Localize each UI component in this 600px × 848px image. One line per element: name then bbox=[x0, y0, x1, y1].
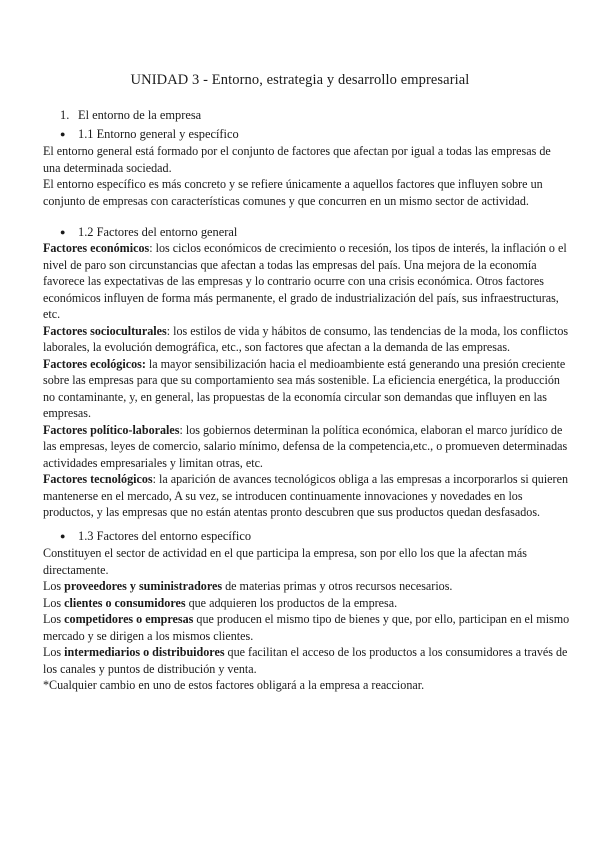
factor-term: Factores económicos bbox=[43, 241, 150, 255]
item-prefix: Los bbox=[43, 595, 65, 610]
item-text: que producen el mismo tipo de bienes y que, por ello, participan en el mismo mercado y se dirigen a los mismos clientes. bbox=[43, 612, 570, 643]
factor-paragraph bbox=[43, 323, 570, 356]
list-item bbox=[43, 644, 570, 677]
item-text: que adquieren los productos de la empresa. bbox=[185, 595, 398, 610]
factor-paragraph bbox=[43, 422, 570, 472]
factor-text: : los estilos de vida y hábitos de consumo, las tendencias de la moda, los conflictos laborales, la evolución demográfica, etc., son factores que afectan a la demanda de las empresas. bbox=[43, 323, 569, 354]
factor-paragraph bbox=[43, 356, 570, 422]
item-text: que facilitan el acceso de los productos a los consumidores a través de los canales y puntos de distribución y venta. bbox=[43, 645, 568, 676]
bullet-icon: ● bbox=[60, 227, 66, 237]
bullet-icon: ● bbox=[60, 531, 66, 541]
section-heading-1 bbox=[60, 108, 201, 123]
subsection-label: 1.3 Factores del entorno específico bbox=[78, 529, 252, 543]
note: *Cualquier cambio en uno de estos factores obligará a la empresa a reaccionar. bbox=[43, 678, 425, 692]
item-term: competidores o empresas bbox=[64, 612, 194, 626]
factor-text: : la aparición de avances tecnológicos obliga a las empresas a incorporarlos si quieren mantenerse en el mercado, A su vez, se introducen continuamente innovaciones y novedades en los productos, y las empresas que no están atentas pronto descubren que sus productos quedan desfasados. bbox=[43, 472, 568, 519]
subsection-heading-1-2 bbox=[60, 225, 237, 240]
factor-paragraph bbox=[43, 471, 570, 521]
item-term: proveedores y suministradores bbox=[64, 579, 223, 593]
factor-term: Factores socioculturales bbox=[43, 323, 167, 338]
item-term: clientes o consumidores bbox=[64, 595, 186, 610]
subsection-1-3-body bbox=[43, 545, 570, 694]
item-text: de materias primas y otros recursos necesarios. bbox=[222, 579, 453, 593]
section-label: El entorno de la empresa bbox=[78, 108, 202, 122]
subsection-1-2-body bbox=[43, 240, 570, 521]
factor-text: : los ciclos económicos de crecimiento o recesión, los tipos de interés, la inflación o el nivel de paro son circunstancias que afectan a todas las empresas del país. Una mejora de la economía favorece las expectativas de las empresas y lo contrario ocurre con una crisis económica. Otros factores económicos influyen de forma más permanente, el grado de industrialización del país, sus infraestructuras, etc. bbox=[43, 241, 567, 321]
bullet-icon: ● bbox=[60, 129, 66, 139]
item-prefix: Los bbox=[43, 645, 65, 659]
factor-term: Factores ecológicos: bbox=[43, 356, 146, 371]
paragraph: El entorno específico es más concreto y se refiere únicamente a aquellos factores que influyen sobre un conjunto de empresas con características comunes y que concurren en un mismo sector de actividad. bbox=[43, 177, 543, 208]
list-item bbox=[43, 611, 570, 644]
section-number: 1. bbox=[60, 108, 70, 122]
subsection-label: 1.2 Factores del entorno general bbox=[78, 225, 238, 239]
item-term: intermediarios o distribuidores bbox=[64, 645, 225, 659]
factor-text: la mayor sensibilización hacia el medioambiente está generando una presión creciente sobre las empresas para que su comportamiento sea más sostenible. La eficiencia energética, la producción no contaminante, y, en general, las propuestas de la economía circular son demandas que influyen en las empresas. bbox=[43, 356, 566, 420]
item-prefix: Los bbox=[43, 579, 65, 593]
list-item bbox=[43, 578, 570, 595]
list-item bbox=[43, 595, 570, 612]
factor-text: : los gobiernos determinan la política económica, elaboran el marco jurídico de las empresas, leyes de comercio, salario mínimo, defensa de la competencia,etc., o promueven determinadas actividades empresariales y limitan otras, etc. bbox=[43, 422, 568, 470]
subsection-label: 1.1 Entorno general y específico bbox=[78, 127, 239, 141]
factor-term: Factores político-laborales bbox=[43, 422, 180, 437]
item-prefix: Los bbox=[43, 612, 65, 626]
page-title: UNIDAD 3 - Entorno, estrategia y desarrollo empresarial bbox=[130, 72, 470, 88]
subsection-1-1-body bbox=[43, 143, 570, 209]
subsection-heading-1-1 bbox=[60, 127, 239, 142]
factor-term: Factores tecnológicos bbox=[43, 472, 153, 486]
subsection-heading-1-3 bbox=[60, 529, 251, 544]
paragraph: Constituyen el sector de actividad en el que participa la empresa, son por ello los que la afectan más directamente. bbox=[43, 546, 527, 577]
paragraph: El entorno general está formado por el conjunto de factores que afectan por igual a todas las empresas de una determinada sociedad. bbox=[43, 144, 551, 175]
factor-paragraph bbox=[43, 240, 570, 323]
